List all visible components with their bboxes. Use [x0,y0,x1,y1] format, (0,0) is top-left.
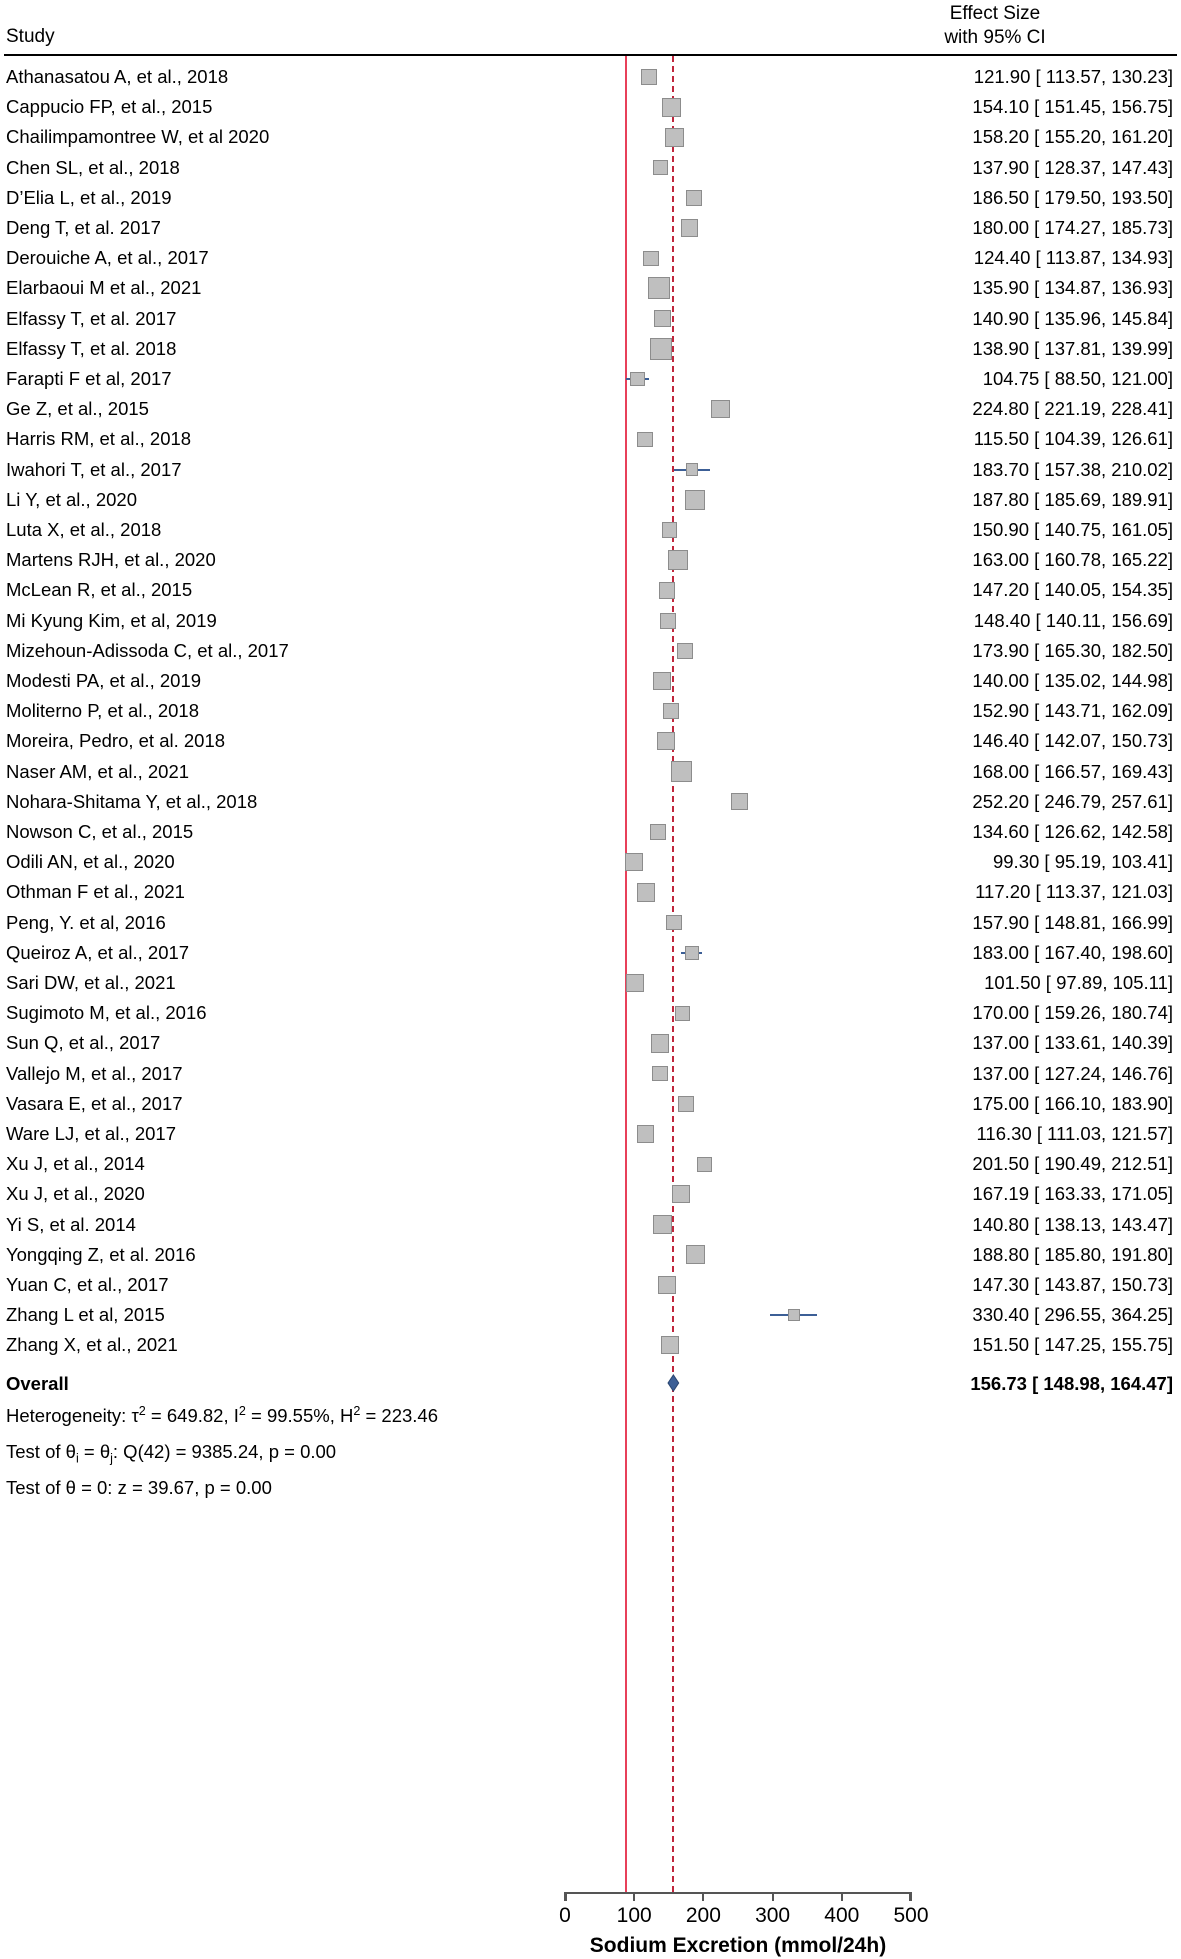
effect-size-marker [637,1125,654,1142]
effect-size-ci-text: 157.90 [ 148.81, 166.99] [972,911,1173,933]
effect-header-line2: with 95% CI [944,27,1046,48]
table-row [0,1330,1181,1360]
effect-header-line1: Effect Size [949,3,1041,24]
study-label: Nohara-Shitama Y, et al., 2018 [6,790,258,812]
study-label: Athanasatou A, et al., 2018 [6,66,229,87]
effect-size-marker [641,69,657,85]
study-label: Yongqing Z, et al. 2016 [6,1243,196,1265]
study-label: Zhang L et al, 2015 [6,1304,165,1326]
effect-size-marker [668,550,688,570]
study-label: Farapti F et al, 2017 [6,368,172,389]
table-row [0,968,1181,998]
test-of-theta-stat: Test of θ = 0: z = 39.67, p = 0.00 [6,1476,272,1498]
effect-size-ci-text: 188.80 [ 185.80, 191.80] [972,1243,1173,1265]
table-row [0,575,1181,605]
overall-row [0,1369,1181,1399]
table-row [0,1059,1181,1089]
effect-size-ci-text: 180.00 [ 174.27, 185.73] [972,217,1173,238]
effect-size-marker [653,1215,672,1234]
effect-size-ci-text: 163.00 [ 160.78, 165.22] [972,549,1173,571]
effect-size-ci-text: 183.00 [ 167.40, 198.60] [972,941,1173,963]
overall-ci-text: 156.73 [ 148.98, 164.47] [970,1372,1173,1394]
x-axis-tick-label: 500 [893,1904,929,1927]
table-row [0,1119,1181,1149]
table-row [0,847,1181,877]
effect-size-ci-text: 158.20 [ 155.20, 161.20] [972,126,1173,148]
effect-size-marker [686,463,699,476]
study-label: Yuan C, et al., 2017 [6,1274,169,1295]
effect-size-marker [637,432,652,447]
table-row [0,243,1181,273]
effect-size-marker [672,1185,690,1203]
table-row [0,606,1181,636]
x-axis-tick-label: 400 [824,1904,860,1927]
study-label: Harris RM, et al., 2018 [6,428,192,450]
effect-size-ci-text: 121.90 [ 113.57, 130.23] [973,66,1173,87]
effect-size-marker [697,1157,712,1172]
study-label: Ge Z, et al., 2015 [6,398,149,420]
x-axis-tick-label: 0 [559,1904,571,1927]
study-label: Sun Q, et al., 2017 [6,1032,161,1054]
table-row [0,424,1181,454]
effect-size-ci-text: 148.40 [ 140.11, 156.69] [973,609,1173,631]
effect-size-ci-text: 117.20 [ 113.37, 121.03] [975,881,1173,903]
heterogeneity-stat: Heterogeneity: $\tau^2 = 649.82$, $I^2 = 99.55\%$, $H^2 = 223.46$ [6,1403,439,1426]
effect-size-ci-text: 137.00 [ 127.24, 146.76] [972,1062,1173,1084]
study-label: Derouiche A, et al., 2017 [6,247,209,269]
table-row [0,122,1181,152]
effect-size-ci-text: 224.80 [ 221.19, 228.41] [972,398,1173,420]
effect-size-marker [643,251,658,266]
table-row [0,334,1181,364]
effect-size-ci-text: 183.70 [ 157.38, 210.02] [972,458,1173,480]
study-label: Elarbaoui M et al., 2021 [6,277,202,299]
study-label: Sari DW, et al., 2021 [6,972,176,993]
x-axis-tick [841,1892,843,1901]
effect-size-ci-text: 137.00 [ 133.61, 140.39] [972,1032,1173,1054]
effect-size-marker [788,1309,800,1321]
table-row [0,545,1181,575]
effect-size-marker [626,974,644,992]
effect-size-ci-text: 187.80 [ 185.69, 189.91] [972,488,1173,510]
effect-size-ci-text: 135.90 [ 134.87, 136.93] [972,277,1173,299]
study-label: Chailimpamontree W, et al 2020 [6,126,270,148]
test-of-homogeneity-stat: Test of $\theta_i = \theta_j$: Q(42) = 9385.24, p = 0.00 [6,1440,337,1466]
effect-size-ci-text: 115.50 [ 104.39, 126.61] [973,428,1173,450]
effect-size-ci-text: 104.75 [ 88.50, 121.00] [982,368,1173,389]
study-label: Moreira, Pedro, et al. 2018 [6,730,226,752]
study-label: Sugimoto M, et al., 2016 [6,1002,207,1024]
study-label: Modesti PA, et al., 2019 [6,670,202,691]
study-label: Odili AN, et al., 2020 [6,851,175,873]
study-label: Chen SL, et al., 2018 [6,156,180,178]
table-row [0,394,1181,424]
study-label: Zhang X, et al., 2021 [6,1334,178,1356]
effect-size-ci-text: 186.50 [ 179.50, 193.50] [972,186,1173,208]
effect-size-marker [678,1096,694,1112]
table-row [0,1028,1181,1058]
table-row [0,364,1181,394]
study-label: Yi S, et al. 2014 [6,1213,136,1235]
effect-size-marker [650,824,666,840]
effect-size-ci-text: 150.90 [ 140.75, 161.05] [972,519,1173,540]
x-axis-line [565,1892,911,1894]
study-label: Ware LJ, et al., 2017 [6,1123,177,1144]
x-axis-tick-label: 100 [616,1904,652,1927]
effect-size-ci-text: 124.40 [ 113.87, 134.93] [973,247,1173,269]
overall-label: Overall [6,1372,69,1394]
effect-size-marker [731,793,748,810]
x-axis-tick-label: 200 [685,1904,721,1927]
effect-size-marker [666,915,682,931]
study-label: Othman F et al., 2021 [6,881,185,903]
effect-size-marker [648,277,670,299]
effect-size-ci-text: 147.20 [ 140.05, 154.35] [972,579,1173,601]
study-label: Vasara E, et al., 2017 [6,1092,183,1114]
effect-size-ci-text: 168.00 [ 166.57, 169.43] [972,760,1173,782]
study-label: Xu J, et al., 2020 [6,1183,145,1205]
table-row [0,817,1181,847]
table-row [0,213,1181,243]
table-row [0,1300,1181,1330]
effect-size-marker [654,310,672,328]
effect-size-ci-text: 147.30 [ 143.87, 150.73] [972,1274,1173,1295]
effect-size-ci-text: 170.00 [ 159.26, 180.74] [972,1002,1173,1024]
study-label: Luta X, et al., 2018 [6,519,162,540]
table-row [0,485,1181,515]
effect-size-marker [652,1066,668,1082]
effect-size-marker [657,732,675,750]
study-label: Mi Kyung Kim, et al, 2019 [6,609,217,631]
effect-size-marker [637,883,655,901]
effect-size-marker [661,1336,679,1354]
effect-size-marker [658,1276,677,1295]
effect-size-ci-text: 101.50 [ 97.89, 105.11] [984,972,1173,993]
table-row [0,455,1181,485]
effect-size-marker [685,490,705,510]
table-row [0,726,1181,756]
effect-size-ci-text: 175.00 [ 166.10, 183.90] [972,1092,1173,1114]
table-row [0,273,1181,303]
table-row [0,1270,1181,1300]
effect-size-marker [662,522,677,537]
table-row [0,666,1181,696]
study-label: Peng, Y. et al, 2016 [6,911,166,933]
x-axis-tick [564,1892,566,1901]
effect-size-ci-text: 154.10 [ 151.45, 156.75] [972,96,1173,118]
effect-size-marker [675,1006,690,1021]
table-row [0,636,1181,666]
effect-size-ci-text: 140.90 [ 135.96, 145.84] [972,307,1173,329]
effect-size-marker [686,190,703,207]
effect-size-ci-text: 146.40 [ 142.07, 150.73] [972,730,1173,752]
x-axis-tick [772,1892,774,1901]
effect-size-ci-text: 137.90 [ 128.37, 147.43] [972,156,1173,178]
study-label: Naser AM, et al., 2021 [6,760,190,782]
study-label: Queiroz A, et al., 2017 [6,941,190,963]
study-label: Xu J, et al., 2014 [6,1153,145,1175]
study-label: Mizehoun-Adissoda C, et al., 2017 [6,639,289,661]
table-row [0,1179,1181,1209]
effect-size-ci-text: 167.19 [ 163.33, 171.05] [972,1183,1173,1205]
table-row [0,696,1181,726]
table-row [0,153,1181,183]
overall-diamond [664,1370,683,1396]
effect-size-marker [685,946,699,960]
study-label: Deng T, et al. 2017 [6,217,161,238]
study-label: Martens RJH, et al., 2020 [6,549,216,571]
effect-size-ci-text: 138.90 [ 137.81, 139.99] [972,337,1173,359]
x-axis-tick [702,1892,704,1901]
effect-size-marker [681,219,698,236]
effect-size-ci-text: 99.30 [ 95.19, 103.41] [992,851,1173,873]
table-row [0,304,1181,334]
effect-size-ci-text: 151.50 [ 147.25, 155.75] [972,1334,1173,1356]
table-row [0,757,1181,787]
effect-size-marker [711,400,729,418]
effect-size-marker [671,761,692,782]
effect-size-ci-text: 173.90 [ 165.30, 182.50] [972,639,1173,661]
x-axis-tick-label: 300 [755,1904,791,1927]
table-row [0,877,1181,907]
effect-size-ci-text: 140.00 [ 135.02, 144.98] [972,670,1173,691]
header-divider [4,54,1177,56]
study-label: Moliterno P, et al., 2018 [6,700,200,722]
table-row [0,1210,1181,1240]
effect-size-ci-text: 252.20 [ 246.79, 257.61] [972,790,1173,812]
effect-size-marker [650,338,672,360]
table-row [0,787,1181,817]
table-row [0,1089,1181,1119]
study-label: Vallejo M, et al., 2017 [6,1062,183,1084]
effect-size-marker [653,672,670,689]
effect-size-marker [662,98,681,117]
effect-size-marker [659,582,675,598]
study-label: Elfassy T, et al. 2017 [6,307,177,329]
effect-size-ci-text: 140.80 [ 138.13, 143.47] [972,1213,1173,1235]
table-row [0,998,1181,1028]
study-label: D’Elia L, et al., 2019 [6,186,172,208]
effect-size-marker [686,1245,705,1264]
table-row [0,183,1181,213]
effect-size-marker [651,1034,670,1053]
study-label: Cappucio FP, et al., 2015 [6,96,213,118]
study-label: Li Y, et al., 2020 [6,488,137,510]
table-row [0,1149,1181,1179]
effect-size-marker [677,643,693,659]
table-row [0,938,1181,968]
effect-size-ci-text: 134.60 [ 126.62, 142.58] [972,821,1173,842]
column-header-effect-size [815,2,1175,50]
table-row [0,515,1181,545]
effect-size-marker [665,128,684,147]
effect-size-marker [653,160,669,176]
effect-size-ci-text: 116.30 [ 111.03, 121.57] [976,1123,1173,1144]
table-row [0,908,1181,938]
table-row [0,92,1181,122]
study-label: Iwahori T, et al., 2017 [6,458,182,480]
study-label: McLean R, et al., 2015 [6,579,193,601]
effect-size-marker [663,703,679,719]
table-row [0,62,1181,92]
table-row [0,1240,1181,1270]
effect-size-marker [660,613,676,629]
column-header-study: Study [6,26,55,47]
study-label: Elfassy T, et al. 2018 [6,337,177,359]
effect-size-ci-text: 201.50 [ 190.49, 212.51] [972,1153,1173,1175]
x-axis-title: Sodium Excretion (mmol/24h) [589,1934,887,1957]
x-axis-tick [910,1892,912,1901]
x-axis-tick [633,1892,635,1901]
effect-size-ci-text: 152.90 [ 143.71, 162.09] [972,700,1173,722]
effect-size-marker [625,853,643,871]
effect-size-marker [630,372,644,386]
study-label: Nowson C, et al., 2015 [6,821,194,842]
effect-size-ci-text: 330.40 [ 296.55, 364.25] [972,1304,1173,1326]
